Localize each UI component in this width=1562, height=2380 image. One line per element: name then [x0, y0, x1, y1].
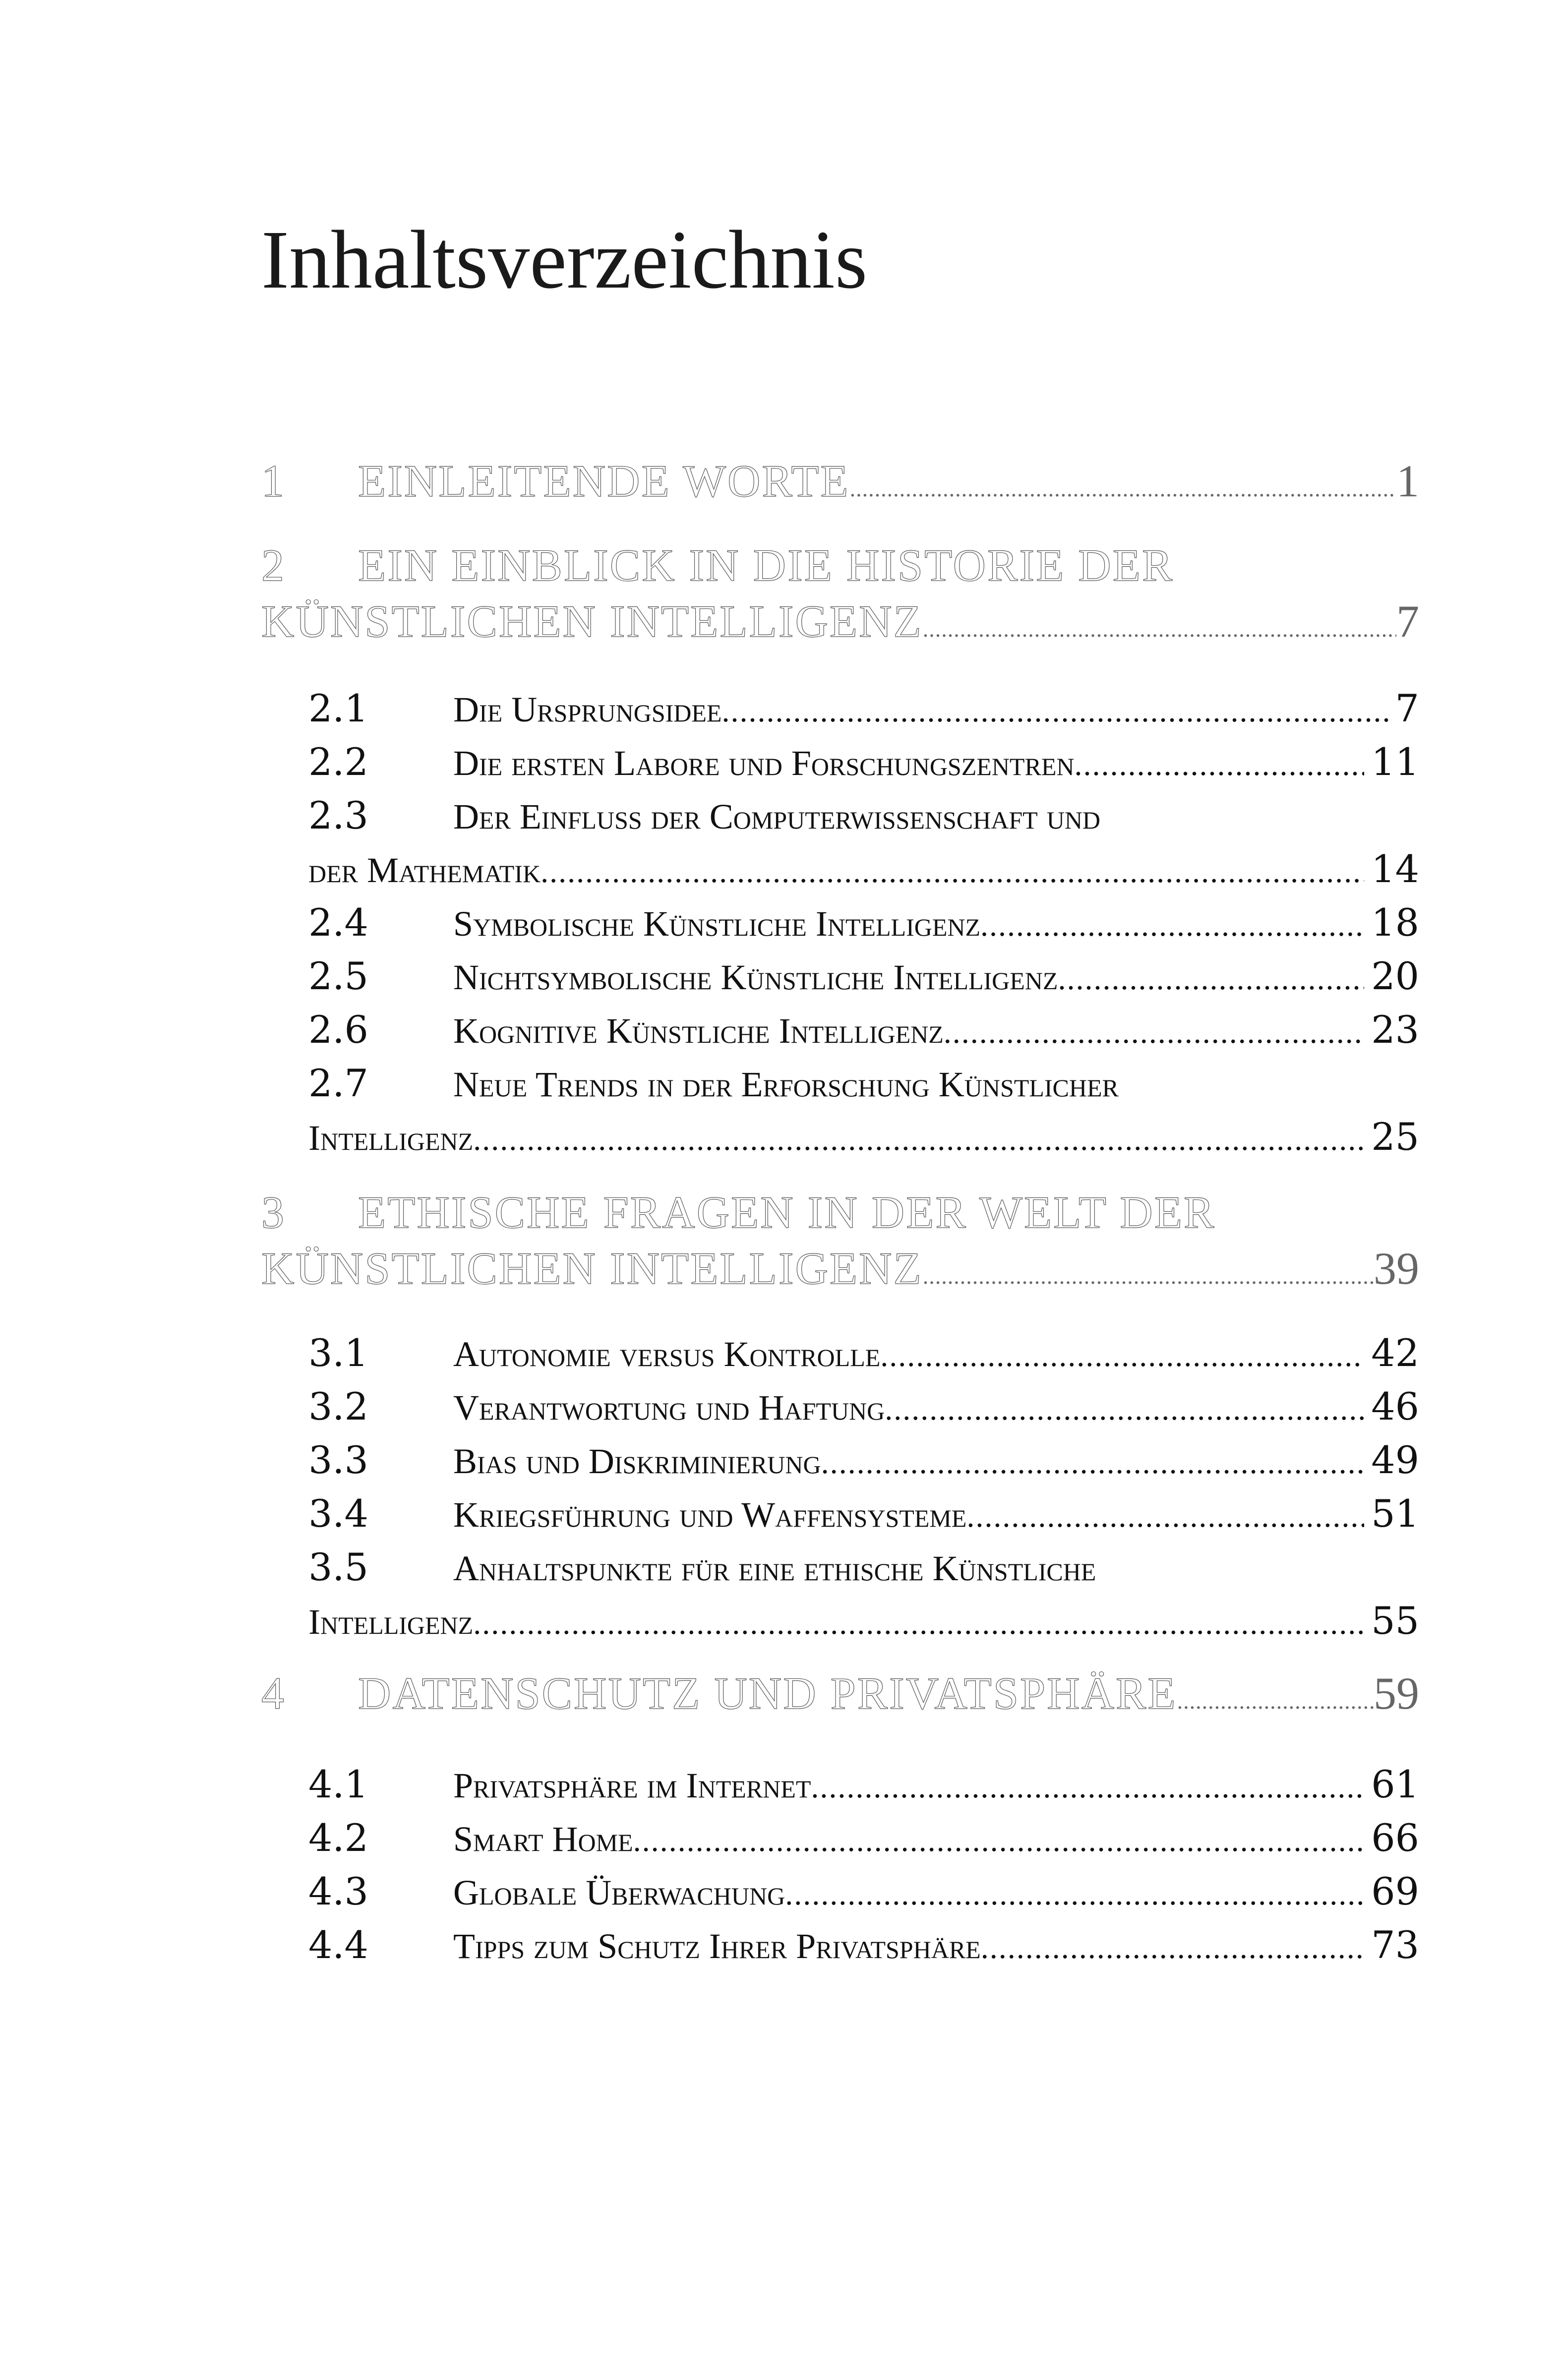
- toc-section-4-4[interactable]: [308, 1918, 1419, 1973]
- section-number: 4.2: [308, 1816, 368, 1860]
- section-title: Die ersten Labore und Forschungszentren: [453, 743, 1075, 783]
- toc-section-2-6[interactable]: [308, 1003, 1419, 1058]
- dot-leader: [1058, 952, 1364, 1004]
- dot-leader: [541, 845, 1364, 897]
- section-title: Bias und Diskriminierung: [453, 1441, 821, 1481]
- section-title-line-1: Der Einfluss der Computerwissenschaft und: [453, 797, 1101, 836]
- dot-leader: [966, 1489, 1364, 1542]
- section-number: 3.2: [308, 1384, 368, 1428]
- chapter-number: 1: [261, 456, 286, 506]
- toc-section-3-5[interactable]: [308, 1541, 1419, 1649]
- section-page-number: 25: [1371, 1115, 1419, 1159]
- dot-leader: [981, 1921, 1365, 1973]
- section-title-line-1: Neue Trends in der Erforschung Künstlicher: [453, 1065, 1119, 1104]
- section-page-number: 69: [1371, 1869, 1419, 1913]
- section-number: 2.5: [308, 954, 368, 998]
- toc-chapter-1[interactable]: [261, 454, 1419, 511]
- section-title: Nichtsymbolische Künstliche Intelligenz: [453, 957, 1058, 997]
- section-number: 4.4: [308, 1923, 368, 1967]
- section-number: 2.1: [308, 686, 368, 730]
- dot-leader: [633, 1814, 1365, 1866]
- dot-leader: [811, 1760, 1364, 1812]
- toc-chapter-4[interactable]: [261, 1666, 1419, 1723]
- section-number: 2.4: [308, 900, 368, 945]
- toc-section-2-3[interactable]: [308, 789, 1419, 897]
- toc-section-3-3[interactable]: [308, 1433, 1419, 1488]
- dot-leader: [944, 1006, 1365, 1058]
- chapter-title: EINLEITENDE WORTE: [358, 456, 850, 506]
- chapter-page-number: 39: [1374, 1243, 1419, 1294]
- section-number: 3.3: [308, 1438, 368, 1482]
- section-title-line-2: Intelligenz: [308, 1602, 474, 1642]
- chapter-number: 4: [261, 1668, 286, 1719]
- section-page-number: 42: [1371, 1331, 1419, 1375]
- section-page-number: 73: [1371, 1923, 1419, 1967]
- section-page-number: 18: [1371, 900, 1419, 945]
- section-page-number: 46: [1371, 1384, 1419, 1428]
- dot-leader: [880, 1329, 1364, 1381]
- section-page-number: 66: [1371, 1816, 1419, 1860]
- dot-leader: [1177, 1674, 1374, 1723]
- section-number: 2.3: [308, 793, 368, 837]
- section-page-number: 11: [1371, 740, 1419, 784]
- section-title: Globale Überwachung: [453, 1873, 785, 1912]
- dot-leader: [923, 602, 1396, 652]
- dot-leader: [473, 1597, 1364, 1649]
- section-page-number: 7: [1395, 686, 1419, 730]
- section-title-line-2: Intelligenz: [308, 1118, 474, 1158]
- toc-section-2-2[interactable]: [308, 735, 1419, 790]
- section-title: Kognitive Künstliche Intelligenz: [453, 1011, 944, 1051]
- toc-section-4-3[interactable]: [308, 1865, 1419, 1919]
- dot-leader: [1074, 738, 1364, 790]
- section-title: Smart Home: [453, 1819, 633, 1859]
- toc-section-3-2[interactable]: [308, 1380, 1419, 1434]
- section-page-number: 61: [1371, 1762, 1419, 1806]
- section-title: Privatsphäre im Internet: [453, 1766, 811, 1805]
- section-number: 3.1: [308, 1331, 368, 1375]
- section-title: Verantwortung und Haftung: [453, 1388, 885, 1428]
- toc-chapter-3[interactable]: [261, 1185, 1419, 1299]
- toc-section-2-1[interactable]: [308, 682, 1419, 736]
- section-number: 2.7: [308, 1061, 368, 1105]
- toc-section-4-2[interactable]: [308, 1811, 1419, 1866]
- chapter-title: DATENSCHUTZ UND PRIVATSPHÄRE: [358, 1668, 1177, 1719]
- chapter-title-line-2: KÜNSTLICHEN INTELLIGENZ: [261, 1243, 923, 1294]
- section-title-line-2: der Mathematik: [308, 850, 541, 890]
- section-number: 4.3: [308, 1869, 368, 1913]
- toc-section-3-1[interactable]: [308, 1326, 1419, 1381]
- section-page-number: 14: [1371, 847, 1419, 891]
- dot-leader: [473, 1113, 1364, 1165]
- section-number: 2.6: [308, 1008, 368, 1052]
- dot-leader: [721, 684, 1388, 736]
- section-number: 4.1: [308, 1762, 368, 1806]
- section-page-number: 49: [1371, 1438, 1419, 1482]
- dot-leader: [980, 898, 1364, 951]
- dot-leader: [923, 1249, 1374, 1299]
- chapter-page-number: 7: [1396, 596, 1419, 647]
- dot-leader: [885, 1382, 1364, 1434]
- section-number: 3.4: [308, 1491, 368, 1536]
- section-title: Symbolische Künstliche Intelligenz: [453, 904, 981, 944]
- section-title-line-1: Anhaltspunkte für eine ethische Künstliche: [453, 1548, 1096, 1588]
- section-page-number: 51: [1371, 1491, 1419, 1536]
- page-title: Inhaltsverzeichnis: [261, 214, 868, 306]
- chapter-page-number: 59: [1374, 1668, 1419, 1719]
- chapter-title-line-2: KÜNSTLICHEN INTELLIGENZ: [261, 596, 923, 647]
- toc-section-2-5[interactable]: [308, 950, 1419, 1004]
- toc-section-2-4[interactable]: [308, 896, 1419, 951]
- section-number: 3.5: [308, 1545, 368, 1589]
- section-title: Tipps zum Schutz Ihrer Privatsphäre: [453, 1926, 981, 1966]
- section-number: 2.2: [308, 740, 368, 784]
- chapter-title-line-1: ETHISCHE FRAGEN IN DER WELT DER: [358, 1187, 1216, 1238]
- chapter-title-line-1: EIN EINBLICK IN DIE HISTORIE DER: [358, 540, 1174, 591]
- section-page-number: 23: [1371, 1008, 1419, 1052]
- dot-leader: [821, 1436, 1365, 1488]
- toc-section-3-4[interactable]: [308, 1487, 1419, 1542]
- section-page-number: 20: [1371, 954, 1419, 998]
- dot-leader: [850, 462, 1396, 511]
- toc-section-2-7[interactable]: [308, 1057, 1419, 1165]
- toc-chapter-2[interactable]: [261, 538, 1419, 652]
- section-title: Autonomie versus Kontrolle: [453, 1334, 881, 1374]
- chapter-number: 3: [261, 1187, 286, 1238]
- toc-section-4-1[interactable]: [308, 1758, 1419, 1812]
- section-title: Kriegsführung und Waffensysteme: [453, 1495, 967, 1535]
- section-page-number: 55: [1371, 1599, 1419, 1643]
- chapter-page-number: 1: [1396, 456, 1419, 506]
- chapter-number: 2: [261, 540, 286, 591]
- dot-leader: [785, 1867, 1364, 1919]
- section-title: Die Ursprungsidee: [453, 690, 722, 729]
